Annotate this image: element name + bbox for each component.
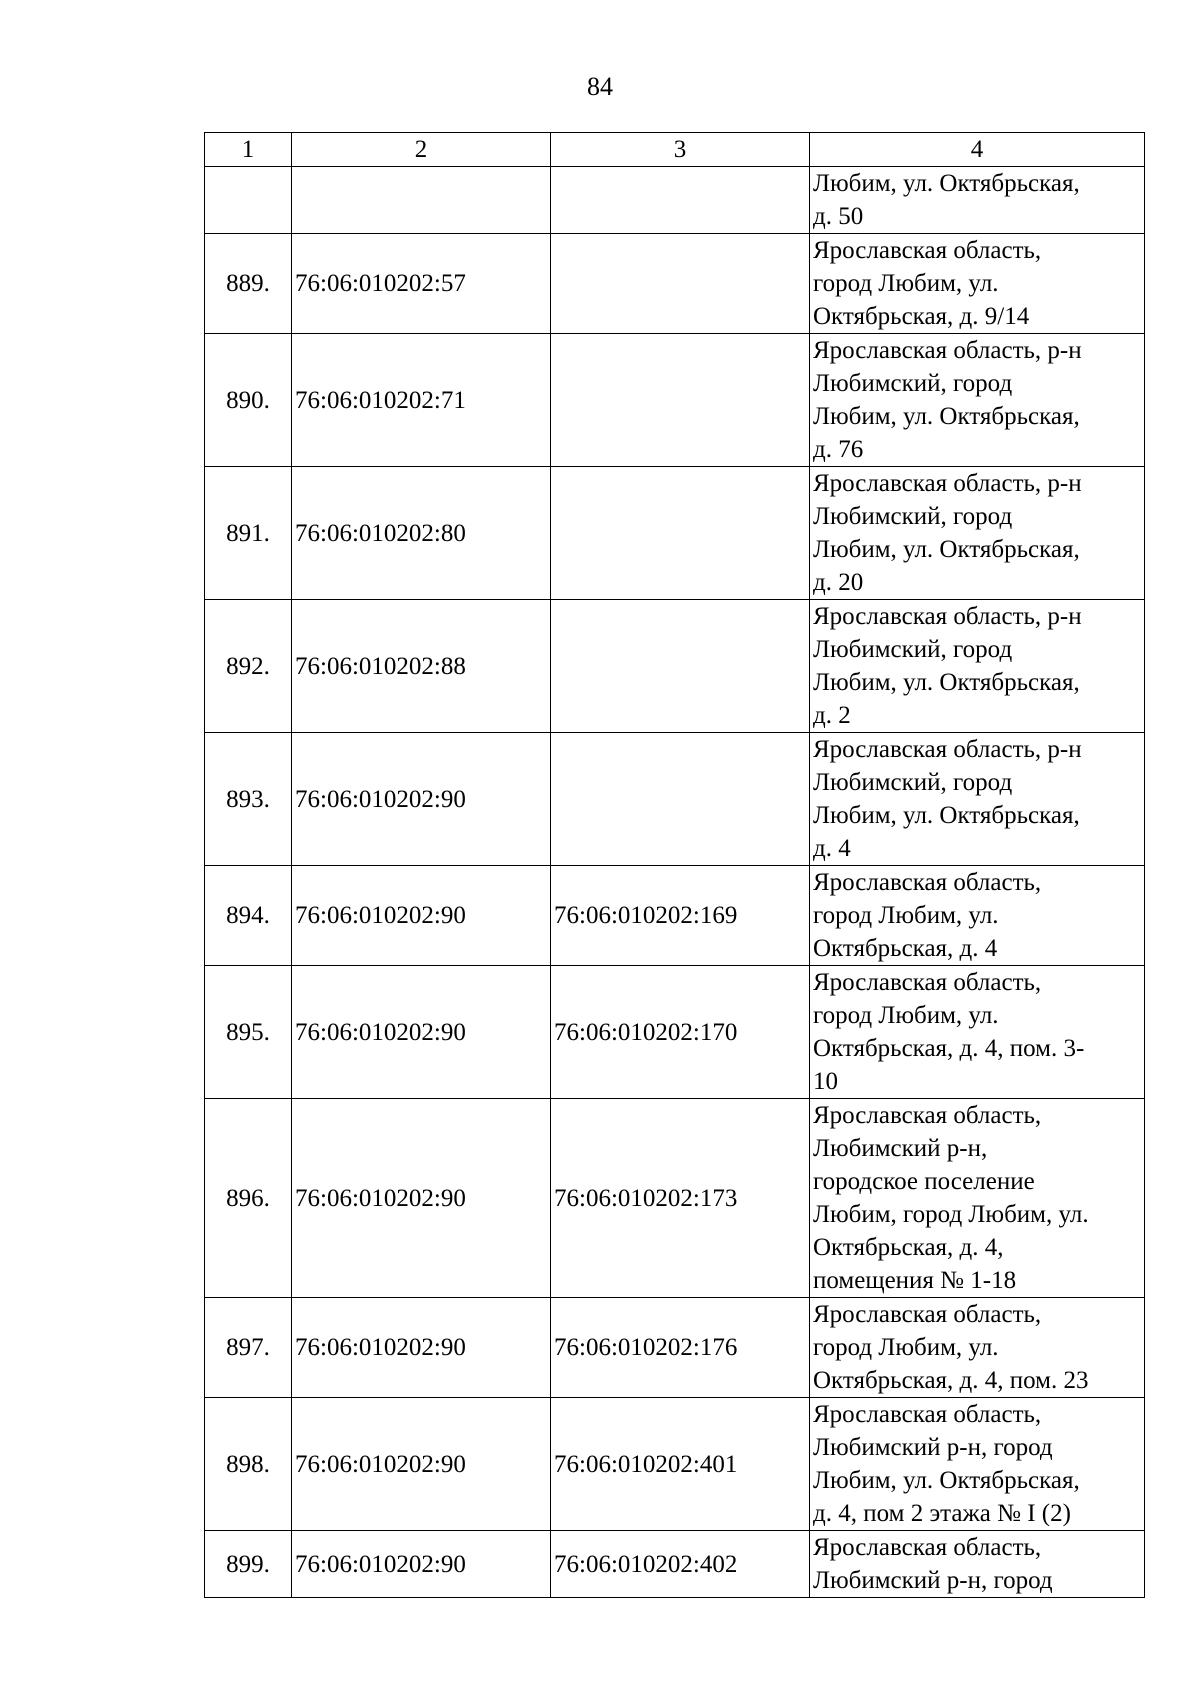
cadastral-number-cell: 76:06:010202:90 bbox=[292, 1531, 551, 1598]
cadastral-number-cell: 76:06:010202:90 bbox=[292, 1398, 551, 1531]
row-number-cell: 894. bbox=[205, 866, 292, 966]
table-row bbox=[205, 234, 1145, 334]
sub-cadastral-number-cell bbox=[551, 467, 810, 600]
cadastral-number-cell: 76:06:010202:88 bbox=[292, 600, 551, 733]
sub-cadastral-number-cell: 76:06:010202:170 bbox=[551, 966, 810, 1099]
table-row bbox=[205, 334, 1145, 467]
cadastral-number-cell: 76:06:010202:90 bbox=[292, 966, 551, 1099]
sub-cadastral-number-cell bbox=[551, 167, 810, 234]
address-cell: Любим, ул. Октябрьская, д. 50 bbox=[810, 167, 1145, 234]
table-row bbox=[205, 1531, 1145, 1598]
cadastral-number-cell: 76:06:010202:57 bbox=[292, 234, 551, 334]
sub-cadastral-number-cell: 76:06:010202:401 bbox=[551, 1398, 810, 1531]
address-cell: Ярославская область, город Любим, ул. Октябрьская, д. 4 bbox=[810, 866, 1145, 966]
cadastral-number-cell: 76:06:010202:90 bbox=[292, 1298, 551, 1398]
table-row bbox=[205, 167, 1145, 234]
address-cell: Ярославская область, р-н Любимский, город Любим, ул. Октябрьская, д. 76 bbox=[810, 334, 1145, 467]
sub-cadastral-number-cell: 76:06:010202:402 bbox=[551, 1531, 810, 1598]
sub-cadastral-number-cell bbox=[551, 234, 810, 334]
table-row bbox=[205, 1099, 1145, 1298]
address-cell: Ярославская область, р-н Любимский, город Любим, ул. Октябрьская, д. 20 bbox=[810, 467, 1145, 600]
column-header-1: 1 bbox=[205, 133, 292, 167]
address-cell: Ярославская область, р-н Любимский, город Любим, ул. Октябрьская, д. 2 bbox=[810, 600, 1145, 733]
cadastral-number-cell: 76:06:010202:90 bbox=[292, 1099, 551, 1298]
row-number-cell: 895. bbox=[205, 966, 292, 1099]
address-cell: Ярославская область, Любимский р-н, городское поселение Любим, город Любим, ул. Октябрьская, д. 4, помещения № 1-18 bbox=[810, 1099, 1145, 1298]
table-body bbox=[205, 167, 1145, 1598]
cadastral-number-cell bbox=[292, 167, 551, 234]
table-row bbox=[205, 1298, 1145, 1398]
row-number-cell: 890. bbox=[205, 334, 292, 467]
table-row bbox=[205, 600, 1145, 733]
table-row bbox=[205, 1398, 1145, 1531]
table-header-row bbox=[205, 133, 1145, 167]
cadastral-number-cell: 76:06:010202:71 bbox=[292, 334, 551, 467]
sub-cadastral-number-cell: 76:06:010202:176 bbox=[551, 1298, 810, 1398]
sub-cadastral-number-cell bbox=[551, 600, 810, 733]
sub-cadastral-number-cell: 76:06:010202:169 bbox=[551, 866, 810, 966]
row-number-cell bbox=[205, 167, 292, 234]
column-header-3: 3 bbox=[551, 133, 810, 167]
sub-cadastral-number-cell bbox=[551, 733, 810, 866]
column-header-4: 4 bbox=[810, 133, 1145, 167]
row-number-cell: 899. bbox=[205, 1531, 292, 1598]
address-cell: Ярославская область, город Любим, ул. Октябрьская, д. 9/14 bbox=[810, 234, 1145, 334]
registry-table bbox=[204, 132, 1145, 1598]
sub-cadastral-number-cell: 76:06:010202:173 bbox=[551, 1099, 810, 1298]
table-row bbox=[205, 733, 1145, 866]
row-number-cell: 893. bbox=[205, 733, 292, 866]
table-row bbox=[205, 866, 1145, 966]
table-row bbox=[205, 966, 1145, 1099]
address-cell: Ярославская область, город Любим, ул. Октябрьская, д. 4, пом. 3- 10 bbox=[810, 966, 1145, 1099]
row-number-cell: 897. bbox=[205, 1298, 292, 1398]
column-header-2: 2 bbox=[292, 133, 551, 167]
address-cell: Ярославская область, Любимский р-н, город Любим, ул. Октябрьская, д. 4, пом 2 этажа № I (2) bbox=[810, 1398, 1145, 1531]
address-cell: Ярославская область, Любимский р-н, город bbox=[810, 1531, 1145, 1598]
row-number-cell: 889. bbox=[205, 234, 292, 334]
row-number-cell: 891. bbox=[205, 467, 292, 600]
row-number-cell: 896. bbox=[205, 1099, 292, 1298]
address-cell: Ярославская область, р-н Любимский, город Любим, ул. Октябрьская, д. 4 bbox=[810, 733, 1145, 866]
row-number-cell: 892. bbox=[205, 600, 292, 733]
table-row bbox=[205, 467, 1145, 600]
row-number-cell: 898. bbox=[205, 1398, 292, 1531]
sub-cadastral-number-cell bbox=[551, 334, 810, 467]
cadastral-number-cell: 76:06:010202:90 bbox=[292, 733, 551, 866]
cadastral-number-cell: 76:06:010202:90 bbox=[292, 866, 551, 966]
page-number: 84 bbox=[587, 72, 613, 101]
address-cell: Ярославская область, город Любим, ул. Октябрьская, д. 4, пом. 23 bbox=[810, 1298, 1145, 1398]
cadastral-number-cell: 76:06:010202:80 bbox=[292, 467, 551, 600]
